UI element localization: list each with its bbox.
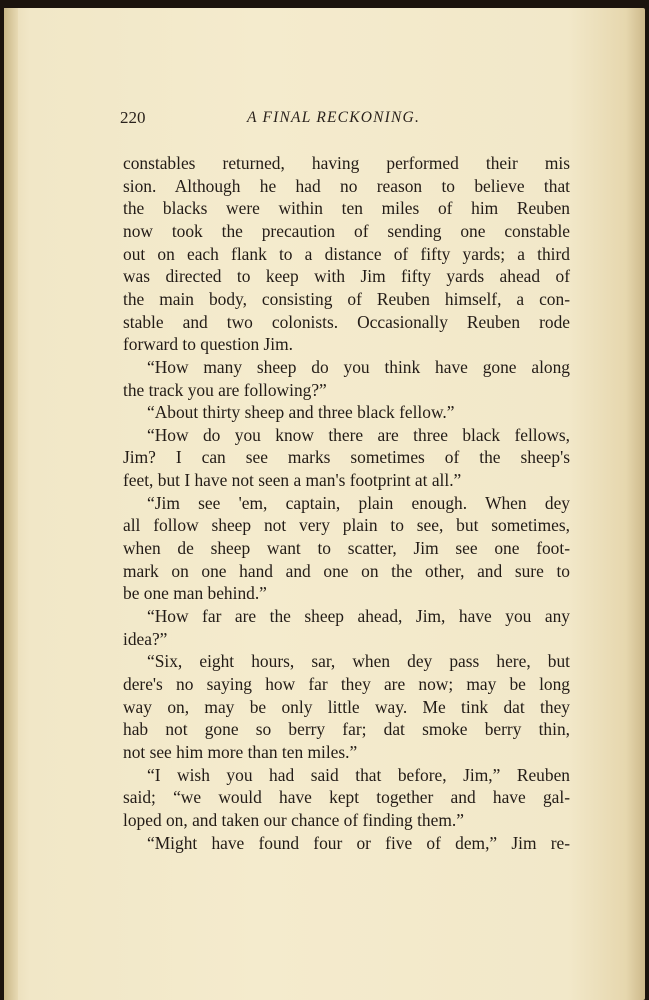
text-line: “How far are the sheep ahead, Jim, have you any — [147, 606, 570, 626]
text-line: Jim? I can see marks sometimes of the sheep's — [123, 447, 570, 468]
text-line: hab not gone so berry far; dat smoke berry thin, — [123, 719, 570, 740]
text-line: the track you are following?” — [123, 379, 327, 400]
text-line: was directed to keep with Jim fifty yards ahead of — [123, 266, 570, 287]
text-line: “How many sheep do you think have gone along — [147, 356, 570, 377]
text-line: now took the precaution of sending one constable — [123, 220, 570, 241]
running-head: A FINAL RECKONING. — [247, 109, 421, 126]
text-line: “Six, eight hours, sar, when dey pass here, but — [147, 651, 570, 672]
text-line: forward to question Jim. — [123, 334, 294, 355]
text-line: “I wish you had said that before, Jim,” Reuben — [147, 764, 570, 785]
text-line: said; “we would have kept together and have gal- — [123, 787, 570, 808]
text-line: idea?” — [123, 628, 168, 649]
text-line: “How do you know there are three black fellows, — [147, 424, 570, 445]
text-line: out on each flank to a distance of fifty yards; a third — [123, 243, 570, 264]
text-line: feet, but I have not seen a man's footprint at all.” — [123, 470, 462, 491]
text-line: when de sheep want to scatter, Jim see one foot- — [123, 538, 570, 559]
text-line: way on, may be only little way. Me tink dat they — [123, 696, 570, 717]
text-line: “Jim see 'em, captain, plain enough. When dey — [147, 492, 570, 513]
text-line: “About thirty sheep and three black fellow.” — [147, 402, 455, 423]
text-line: constables returned, having performed their mis — [123, 153, 570, 173]
text-line: not see him more than ten miles.” — [123, 741, 358, 762]
text-line: dere's no saying how far they are now; may be long — [123, 673, 570, 694]
text-line: “Might have found four or five of dem,” Jim re- — [147, 832, 570, 853]
text-line: the blacks were within ten miles of him Reuben — [123, 198, 570, 219]
text-line: be one man behind.” — [123, 583, 267, 604]
text-line: all follow sheep not very plain to see, but sometimes, — [123, 515, 570, 536]
book-page — [4, 8, 645, 1000]
text-line: the main body, consisting of Reuben himself, a con- — [123, 288, 570, 309]
text-line: stable and two colonists. Occasionally Reuben rode — [123, 311, 570, 332]
page-number: 220 — [120, 108, 146, 127]
text-line: loped on, and taken our chance of finding them.” — [123, 809, 464, 830]
text-line: mark on one hand and one on the other, and sure to — [123, 560, 570, 581]
text-line: sion. Although he had no reason to believe that — [123, 175, 570, 196]
page-header — [4, 108, 645, 132]
